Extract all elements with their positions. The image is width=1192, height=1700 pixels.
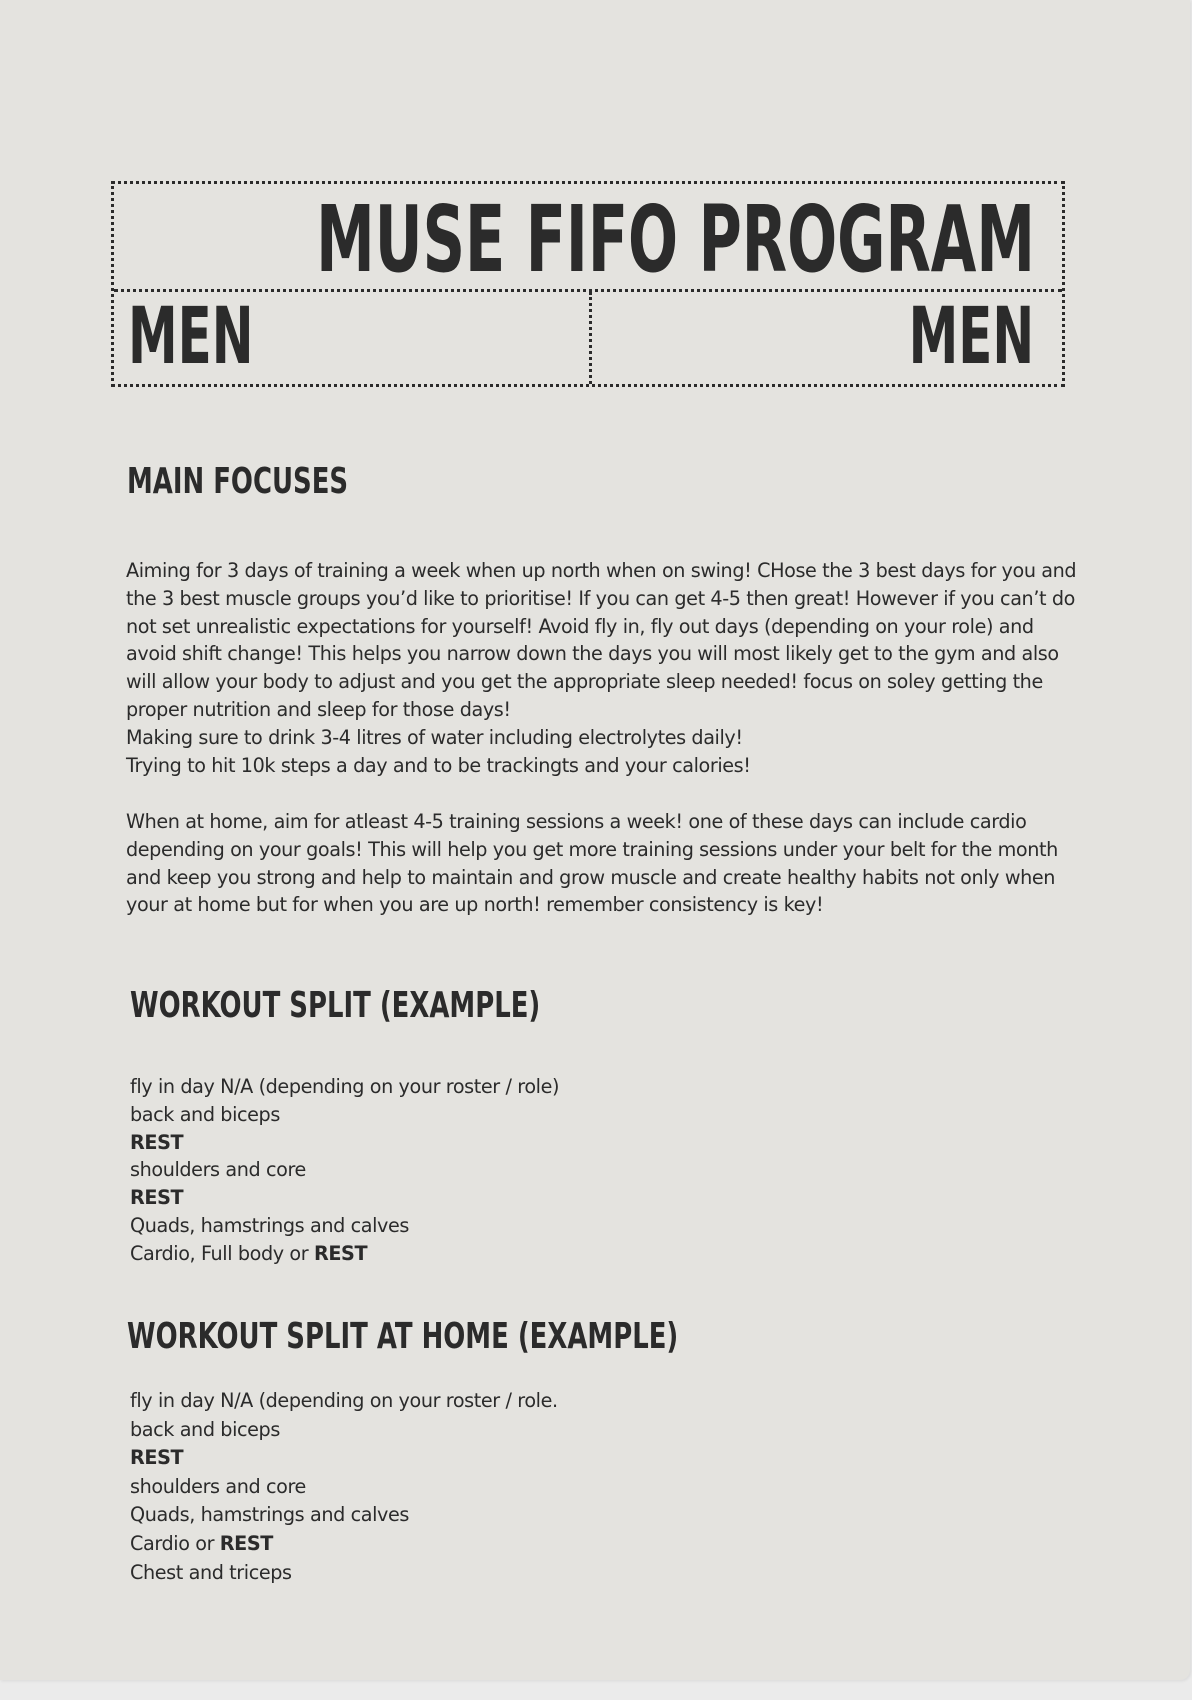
subtitle-divider [589,292,592,384]
title-row [114,184,1062,292]
main-focuses-heading: MAIN FOCUSES [127,461,349,502]
list-item: fly in day N/A (depending on your roster / role) [130,1075,560,1098]
list-item-text: Cardio or [130,1531,220,1555]
workout-split-list [130,1073,559,1268]
main-focuses-paragraph-1 [126,557,1086,779]
list-item: REST [130,1446,184,1470]
list-item [130,1240,559,1268]
list-item: fly in day N/A (depending on your roster / role. [130,1389,558,1412]
list-item: Quads, hamstrings and calves [130,1503,409,1527]
list-item: shoulders and core [130,1474,306,1498]
workout-split-heading: WORKOUT SPLIT (EXAMPLE) [130,985,541,1026]
workout-split-home-list [130,1387,558,1587]
focus-text-training: Aiming for 3 days of training a week when up north when on swing! CHose the 3 best days for you and the 3 best muscle groups you’d like to prioritise! If you can get 4-5 then great! However if you can’t do not set unrealistic expectations for yourself! Avoid fly in, fly out days (depending on your role) and avoid shift change! This helps you narrow down the days you will most likely get to the gym and also will allow your body to adjust and you get the appropriate sleep needed! focus on soley getting the proper nutrition and sleep for those days! [126,559,1077,721]
list-item-text: Cardio, Full body or [130,1241,314,1265]
list-item-bold: REST [219,1531,273,1555]
list-item [130,1530,558,1559]
main-focuses-paragraph-2 [126,808,1086,919]
list-item-bold: REST [313,1241,368,1265]
title-box [111,181,1065,387]
focus-text-water: Making sure to drink 3-4 litres of water including electrolytes daily! [126,725,743,749]
list-item: REST [130,1186,184,1210]
list-item: Chest and triceps [130,1560,292,1584]
men-label-right: MEN [908,292,1034,382]
list-item: REST [130,1130,184,1154]
focus-text-home: When at home, aim for atleast 4-5 training sessions a week! one of these days can include cardio depending on your goals! This will help you get more training sessions under your belt for the month and keep you strong and help to maintain and grow muscle and create healthy habits not only when your at home but for when you are up north! remember consistency is key! [126,810,1058,917]
list-item: back and biceps [130,1417,280,1441]
men-label-left: MEN [128,292,254,382]
program-title: MUSE FIFO PROGRAM [316,186,1035,293]
workout-split-home-heading: WORKOUT SPLIT AT HOME (EXAMPLE) [127,1316,679,1357]
list-item: back and biceps [130,1102,280,1126]
list-item: Quads, hamstrings and calves [130,1213,409,1237]
focus-text-steps: Trying to hit 10k steps a day and to be trackingts and your calories! [126,753,751,777]
list-item: shoulders and core [130,1158,306,1182]
subtitle-row [114,292,1062,384]
